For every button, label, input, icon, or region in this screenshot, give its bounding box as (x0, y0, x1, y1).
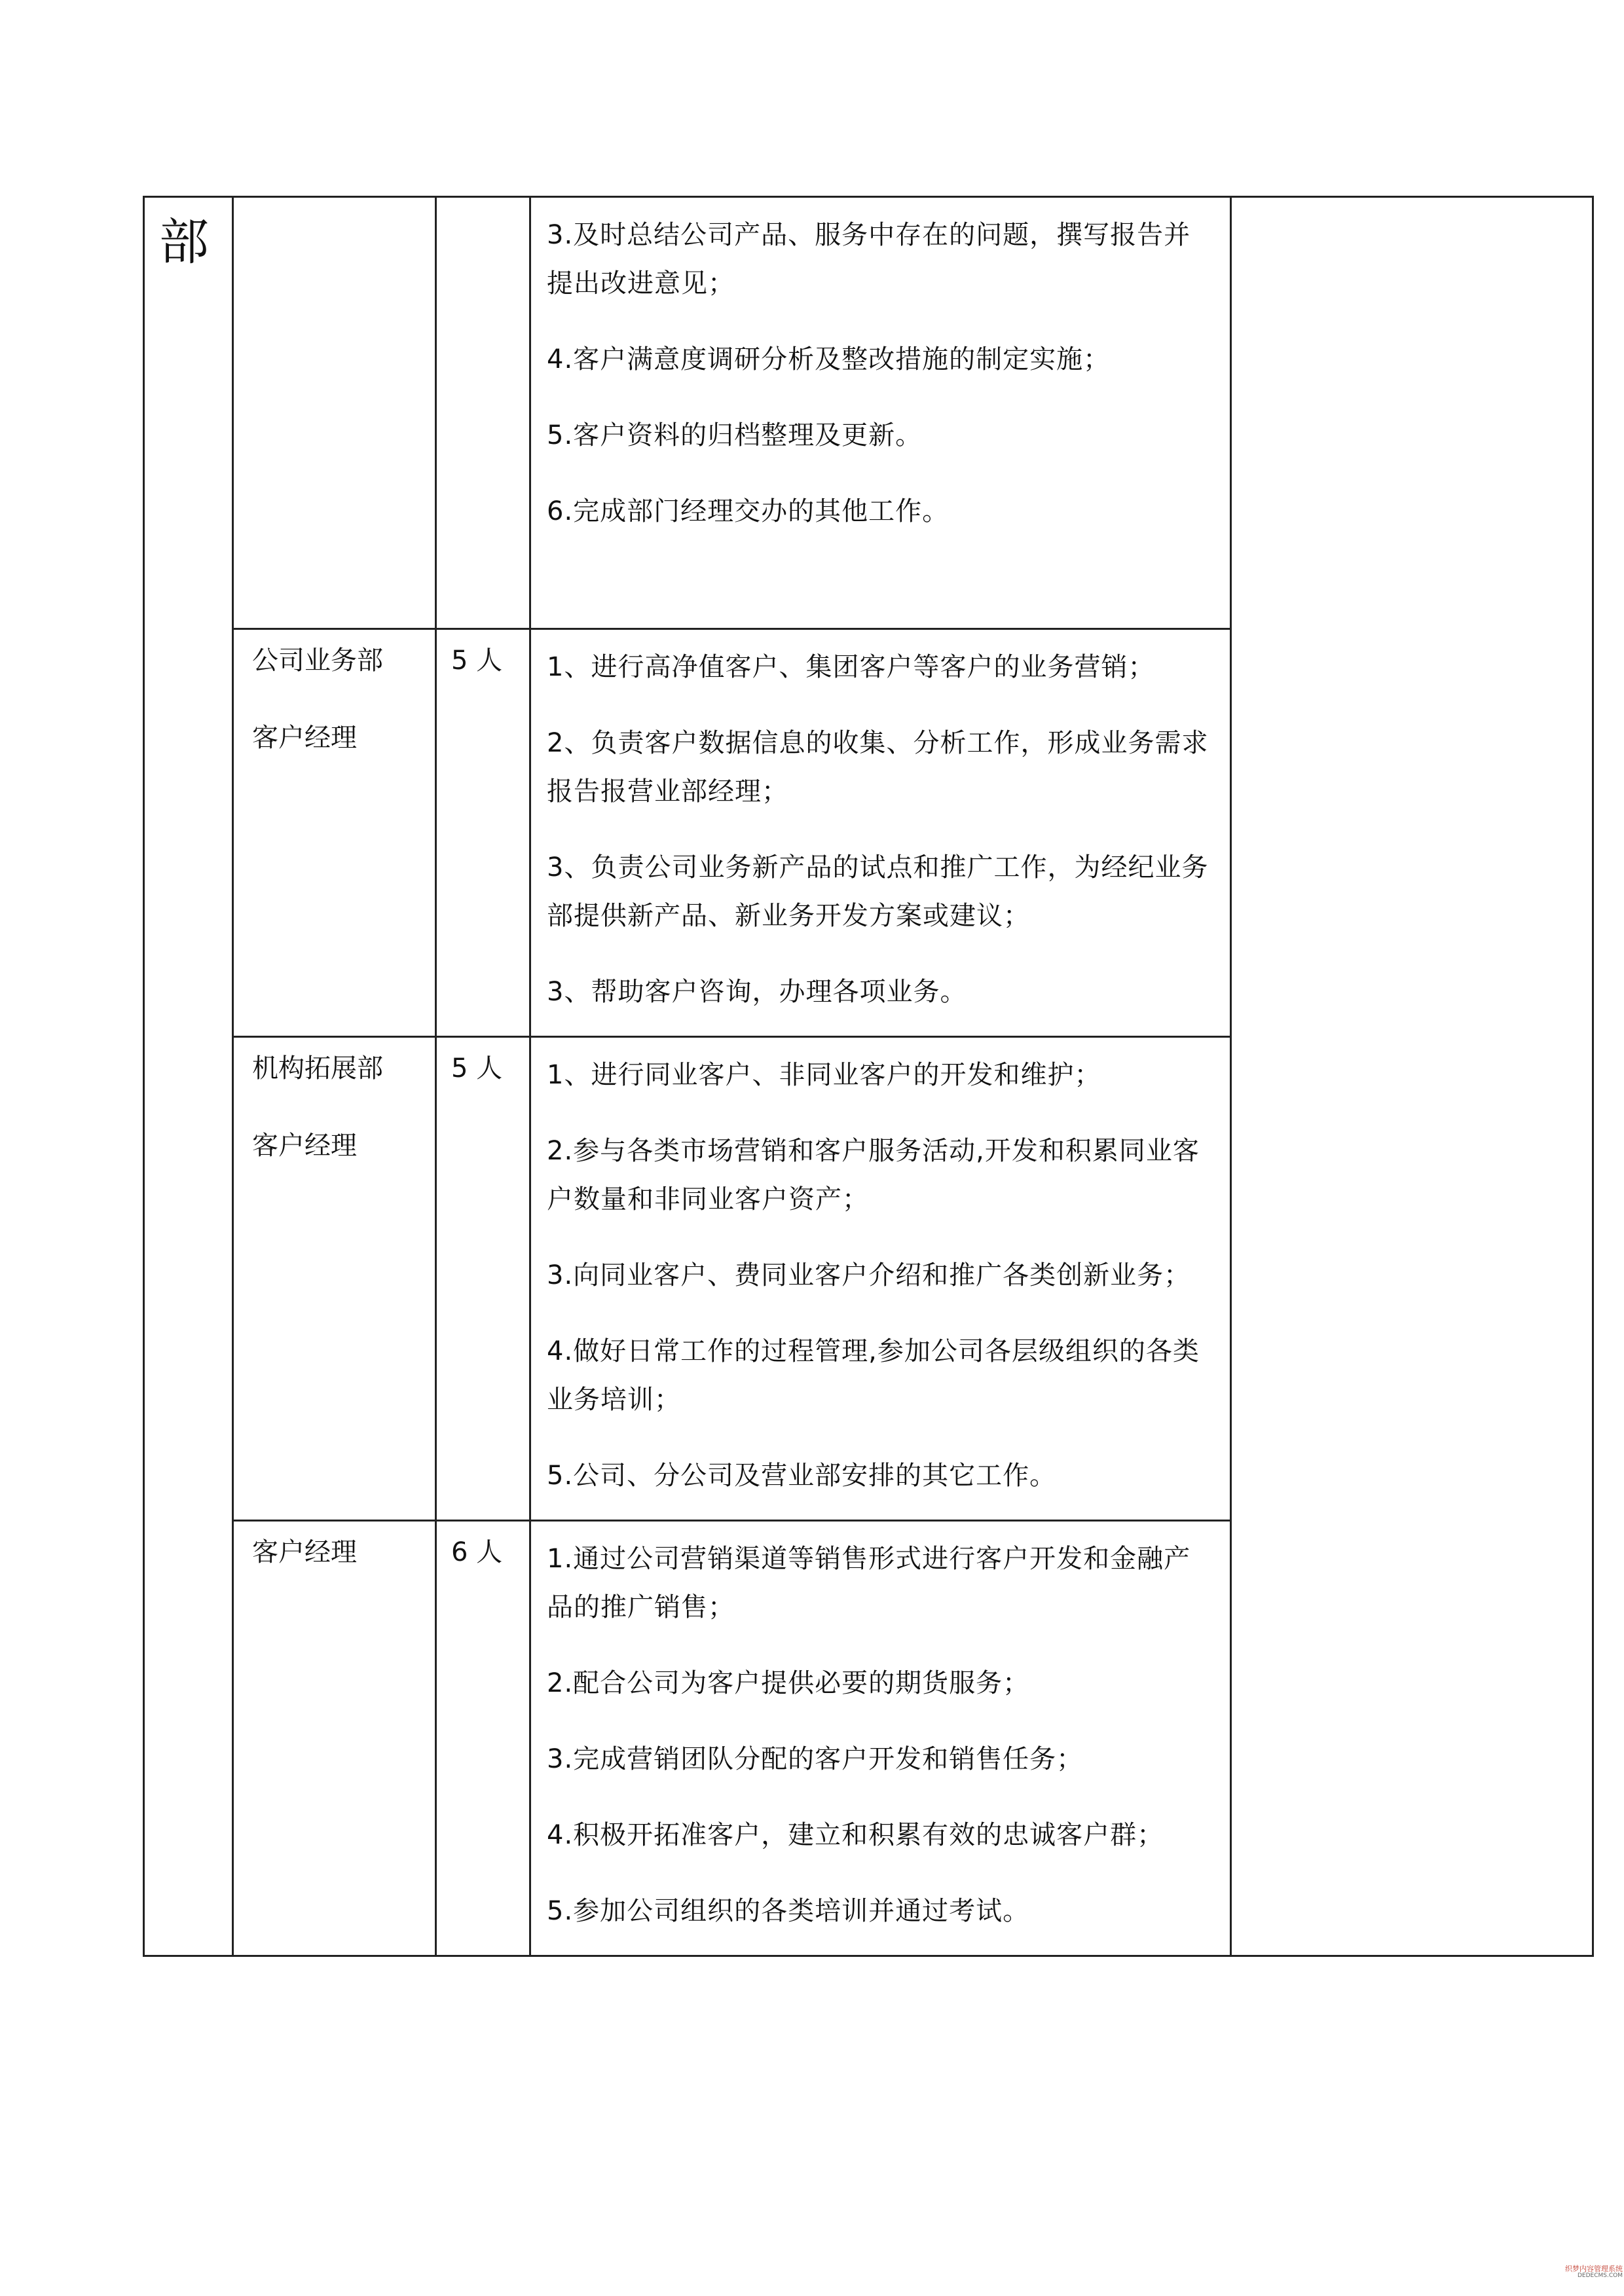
duty-item: 2.配合公司为客户提供必要的期货服务； (547, 1668, 1030, 1698)
position-cell (233, 197, 436, 629)
headcount: 5 人 (451, 1053, 503, 1084)
position-title: 客户经理 (252, 1131, 357, 1161)
duties-cell (530, 197, 1231, 629)
duty-item: 5.客户资料的归档整理及更新。 (547, 420, 923, 450)
duty-item: 1.通过公司营销渠道等销售形式进行客户开发和金融产品的推广销售； (547, 1544, 1191, 1622)
department-cell (144, 197, 233, 1956)
duty-item: 4.做好日常工作的过程管理,参加公司各层级组织的各类业务培训； (547, 1336, 1200, 1415)
duty-item: 3.及时总结公司产品、服务中存在的问题，撰写报告并提出改进意见； (547, 220, 1191, 299)
job-duties-table (143, 196, 1594, 1957)
duty-item: 4.客户满意度调研分析及整改措施的制定实施； (547, 344, 1111, 374)
duties-cell (530, 1037, 1231, 1521)
duty-item: 5.公司、分公司及营业部安排的其它工作。 (547, 1461, 1057, 1491)
watermark-logo (1544, 2265, 1623, 2280)
duty-item: 6.完成部门经理交办的其他工作。 (547, 496, 950, 526)
duty-item: 3、帮助客户咨询，办理各项业务。 (547, 977, 967, 1007)
position-name: 机构拓展部 (252, 1053, 383, 1084)
position-cell (233, 1521, 436, 1956)
duty-item: 4.积极开拓准客户，建立和积累有效的忠诚客户群； (547, 1820, 1164, 1850)
duties-cell (530, 629, 1231, 1037)
headcount-cell (436, 197, 530, 629)
duty-item: 2.参与各类市场营销和客户服务活动,开发和积累同业客户数量和非同业客户资产； (547, 1136, 1200, 1214)
headcount: 6 人 (451, 1537, 503, 1567)
duties-cell (530, 1521, 1231, 1956)
headcount-cell (436, 629, 530, 1037)
headcount-cell (436, 1521, 530, 1956)
position-title: 客户经理 (252, 723, 357, 753)
department-label: 部 (159, 213, 209, 271)
duty-item: 5.参加公司组织的各类培训并通过考试。 (547, 1896, 1030, 1926)
duty-item: 1、进行高净值客户、集团客户等客户的业务营销； (547, 652, 1155, 682)
headcount-cell (436, 1037, 530, 1521)
headcount: 5 人 (451, 646, 503, 676)
remarks-cell (1231, 197, 1593, 1956)
duty-item: 3.完成营销团队分配的客户开发和销售任务； (547, 1744, 1084, 1774)
position-name: 客户经理 (252, 1537, 357, 1567)
duty-item: 2、负责客户数据信息的收集、分析工作，形成业务需求报告报营业部经理； (547, 728, 1209, 807)
position-cell (233, 629, 436, 1037)
watermark-text: 织梦内容管理系统 (1565, 2265, 1623, 2273)
duty-item: 3.向同业客户、费同业客户介绍和推广各类创新业务； (547, 1260, 1191, 1290)
duty-item: 1、进行同业客户、非同业客户的开发和维护； (547, 1060, 1101, 1090)
watermark-subtext: DEDECMS.COM (1578, 2272, 1623, 2280)
table-row (144, 197, 1593, 629)
position-name: 公司业务部 (252, 646, 383, 676)
duty-item: 3、负责公司业务新产品的试点和推广工作，为经纪业务部提供新产品、新业务开发方案或建议； (547, 852, 1209, 931)
position-cell (233, 1037, 436, 1521)
